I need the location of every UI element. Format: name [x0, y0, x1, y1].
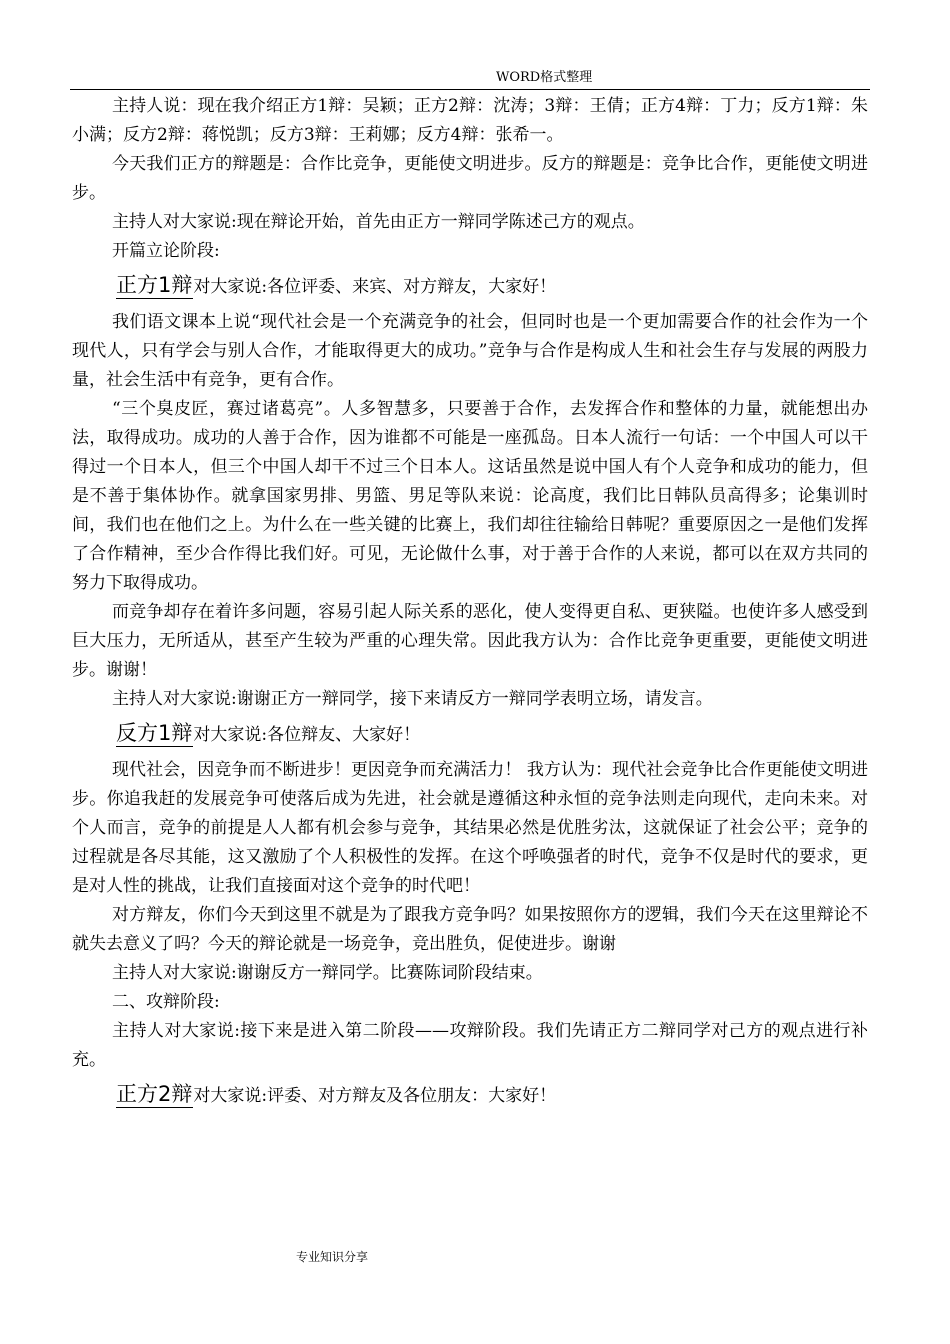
speaker-line-affirmative-1 [116, 272, 868, 302]
paragraph-host-next: 主持人对大家说:谢谢正方一辩同学，接下来请反方一辩同学表明立场，请发言。 [112, 689, 713, 709]
speaker-role-label: 正方2辩 [116, 1082, 193, 1106]
paragraph-host-start: 主持人对大家说:现在辩论开始，首先由正方一辩同学陈述己方的观点。 [112, 212, 645, 232]
section-heading-opening: 开篇立论阶段: [112, 241, 220, 261]
speaker-greeting: 对大家说:各位辩友、大家好！ [193, 725, 421, 745]
page-header: WORD格式整理 [496, 70, 593, 85]
speaker-greeting: 对大家说:评委、对方辩友及各位朋友：大家好！ [193, 1086, 557, 1106]
paragraph-negative-1b: 对方辩友，你们今天到这里不就是为了跟我方竞争吗？如果按照你方的逻辑，我们今天在这里辩论不就失去意义了吗？今天的辩论就是一场竞争，竞出胜负，促使进步。谢谢 [72, 905, 868, 954]
paragraph-host-end: 主持人对大家说:谢谢反方一辩同学。比赛陈词阶段结束。 [112, 963, 543, 983]
section-heading-cross: 二、攻辩阶段: [112, 992, 220, 1012]
header-divider [70, 89, 870, 90]
speaker-line-affirmative-2 [116, 1081, 868, 1111]
paragraph-host-stage2: 主持人对大家说:接下来是进入第二阶段——攻辩阶段。我们先请正方二辩同学对己方的观点进行补充。 [72, 1021, 868, 1070]
document-body [72, 92, 868, 1117]
paragraph-topics: 今天我们正方的辩题是：合作比竞争，更能使文明进步。反方的辩题是：竞争比合作，更能使文明进步。 [72, 154, 868, 203]
paragraph-host-intro: 主持人说：现在我介绍正方1辩：吴颖；正方2辩：沈涛；3辩：王倩；正方4辩：丁力；反方1辩：朱小满；反方2辩：蒋悦凯；反方3辩：王莉娜；反方4辩：张希一。 [72, 96, 868, 145]
page-footer: 专业知识分享 [296, 1250, 369, 1264]
speaker-line-negative-1 [116, 720, 868, 750]
paragraph-affirmative-1c: 而竞争却存在着许多问题，容易引起人际关系的恶化，使人变得更自私、更狭隘。也使许多人感受到巨大压力，无所适从，甚至产生较为严重的心理失常。因此我方认为：合作比竞争更重要，更能使文明进步。谢谢！ [72, 602, 868, 680]
paragraph-affirmative-1a: 我们语文课本上说“现代社会是一个充满竞争的社会，但同时也是一个更加需要合作的社会作为一个现代人，只有学会与别人合作，才能取得更大的成功。”竞争与合作是构成人生和社会生存与发展的两股力量，社会生活中有竞争，更有合作。 [72, 312, 868, 390]
speaker-role-label: 反方1辩 [116, 721, 193, 745]
paragraph-negative-1a: 现代社会，因竞争而不断进步！更因竞争而充满活力！ 我方认为：现代社会竞争比合作更能使文明进步。你追我赶的发展竞争可使落后成为先进，社会就是遵循这种永恒的竞争法则走向现代，走向未来。对个人而言，竞争的前提是人人都有机会参与竞争，其结果必然是优胜劣汰，这就保证了社会公平；竞争的过程就是各尽其能，这又激励了个人积极性的发挥。在这个呼唤强者的时代，竞争不仅是时代的要求，更是对人性的挑战，让我们直接面对这个竞争的时代吧！ [72, 760, 868, 896]
speaker-greeting: 对大家说:各位评委、来宾、对方辩友，大家好！ [193, 277, 557, 297]
speaker-role-label: 正方1辩 [116, 273, 193, 297]
paragraph-affirmative-1b: “三个臭皮匠，赛过诸葛亮”。人多智慧多，只要善于合作，去发挥合作和整体的力量，就能想出办法，取得成功。成功的人善于合作，因为谁都不可能是一座孤岛。日本人流行一句话：一个中国人可以干得过一个日本人，但三个中国人却干不过三个日本人。这话虽然是说中国人有个人竞争和成功的能力，但是不善于集体协作。就拿国家男排、男篮、男足等队来说：论高度，我们比日韩队员高得多；论集训时间，我们也在他们之上。为什么在一些关键的比赛上，我们却往往输给日韩呢？重要原因之一是他们发挥了合作精神，至少合作得比我们好。可见，无论做什么事，对于善于合作的人来说，都可以在双方共同的努力下取得成功。 [72, 399, 868, 593]
